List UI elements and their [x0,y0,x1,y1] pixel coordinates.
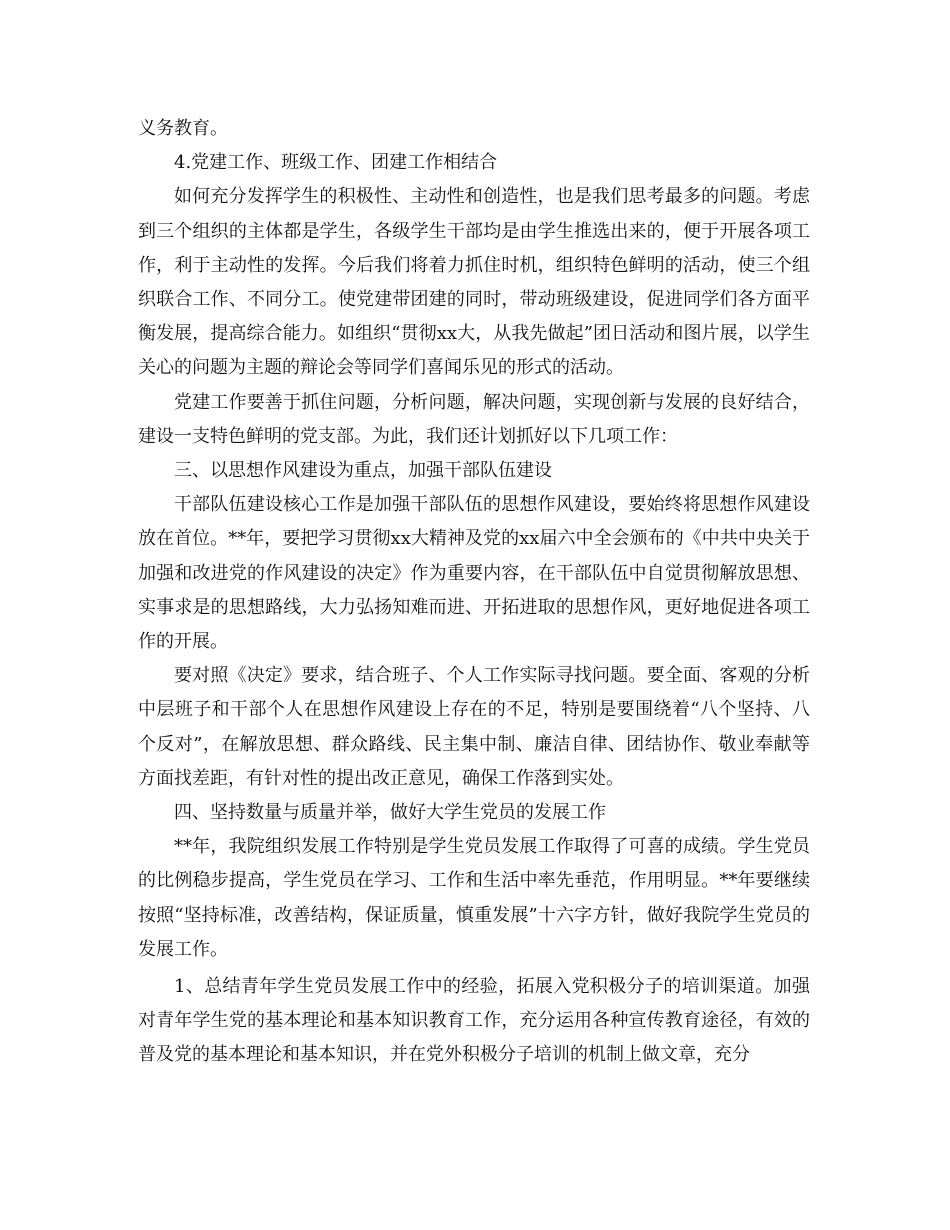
paragraph-problem-solving: 党建工作要善于抓住问题，分析问题，解决问题，实现创新与发展的良好结合，建设一支特色鲜明的党支部。为此，我们还计划抓好以下几项工作： [138,391,810,447]
paragraph-item-1: 1、总结青年学生党员发展工作中的经验，拓展入党积极分子的培训渠道。加强对青年学生党的基本理论和基本知识教育工作，充分运用各种宣传教育途径，有效的普及党的基本理论和基本知识，并在党外积极分子培训的机制上做文章，充分 [138,976,810,1066]
paragraph-continuation: 义务教育。 [138,118,228,139]
paragraph-student-initiative: 如何充分发挥学生的积极性、主动性和创造性，也是我们思考最多的问题。考虑到三个组织的主体都是学生，各级学生干部均是由学生推选出来的，便于开展各项工作，利于主动性的发挥。今后我们将着力抓住时机，组织特色鲜明的活动，使三个组织联合工作、不同分工。使党建带团建的同时，带动班级建设，促进同学们各方面平衡发展，提高综合能力。如组织“贯彻xx大，从我先做起”团日活动和图片展，以学生关心的问题为主题的辩论会等同学们喜闻乐见的形式的活动。 [138,186,810,379]
section-heading-party-class-league: 4.党建工作、班级工作、团建工作相结合 [174,152,498,174]
document-body [138,112,810,1073]
paragraph-decision-requirements: 要对照《决定》要求，结合班子、个人工作实际寻找问题。要全面、客观的分析中层班子和干部个人在思想作风建设上存在的不足，特别是要围绕着“八个坚持、八个反对”，在解放思想、群众路线、民主集中制、廉洁自律、团结协作、敬业奉献等方面找差距，有针对性的提出改正意见，确保工作落到实处。 [138,665,810,789]
paragraph-cadre-style: 干部队伍建设核心工作是加强干部队伍的思想作风建设，要始终将思想作风建设放在首位。**年，要把学习贯彻xx大精神及党的xx届六中全会颁布的《中共中央关于加强和改进党的作风建设的决定》作为重要内容，在干部队伍中自觉贯彻解放思想、实事求是的思想路线，大力弘扬知难而进、开拓进取的思想作风，更好地促进各项工作的开展。 [138,494,810,653]
section-heading-member-development: 四、坚持数量与质量并举，做好大学生党员的发展工作 [174,802,606,824]
paragraph-development-results: **年，我院组织发展工作特别是学生党员发展工作取得了可喜的成绩。学生党员的比例稳步提高，学生党员在学习、工作和生活中率先垂范，作用明显。**年要继续按照“坚持标准，改善结构，保证质量，慎重发展”十六字方针，做好我院学生党员的发展工作。 [138,836,810,960]
section-heading-cadre-building: 三、以思想作风建设为重点，加强干部队伍建设 [174,460,552,482]
